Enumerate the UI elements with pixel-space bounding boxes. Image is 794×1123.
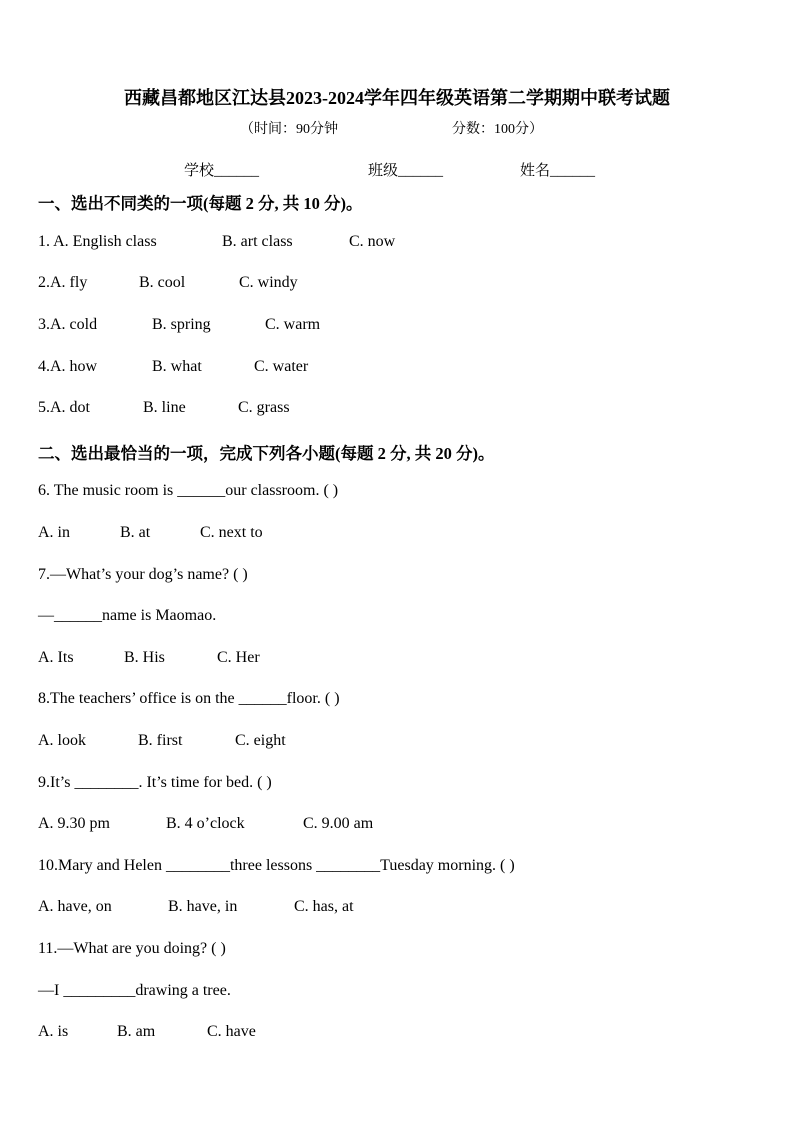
question-7-option-b: B. His — [124, 649, 165, 666]
exam-score: 分数：100分） — [452, 122, 543, 137]
question-7-option-c: C. Her — [217, 649, 260, 666]
exam-time: （时间：90分钟 — [240, 122, 338, 137]
question-5-option-c: C. grass — [238, 399, 290, 416]
question-3 — [38, 316, 320, 334]
question-4-option-c: C. water — [254, 358, 309, 375]
question-5 — [38, 399, 290, 417]
question-8-option-b: B. first — [138, 732, 183, 749]
question-10-option-b: B. have, in — [168, 898, 238, 915]
question-10-option-a: A. have, on — [38, 898, 112, 915]
question-1-option-b: B. art class — [222, 233, 293, 250]
question-8-option-a: A. look — [38, 732, 86, 749]
question-6-option-c: C. next to — [200, 524, 263, 541]
question-11-stem: 11.—What are you doing? ( ) — [38, 940, 226, 957]
class-field: 班级______ — [368, 163, 444, 179]
question-4-option-a: 4.A. how — [38, 358, 98, 375]
question-2-option-a: 2.A. fly — [38, 274, 88, 291]
question-2 — [38, 274, 298, 292]
question-5-option-a: 5.A. dot — [38, 399, 90, 416]
question-7-stem: 7.—What’s your dog’s name? ( ) — [38, 566, 248, 583]
page-title: 西藏昌都地区江达县2023-2024学年四年级英语第二学期期中联考试题 — [124, 88, 670, 108]
school-field: 学校______ — [184, 163, 260, 179]
question-7-options — [38, 649, 260, 667]
question-9-option-a: A. 9.30 pm — [38, 815, 110, 832]
question-6-stem: 6. The music room is ______our classroom. ( ) — [38, 482, 339, 499]
question-3-option-c: C. warm — [265, 316, 321, 333]
question-2-option-b: B. cool — [139, 274, 186, 291]
question-11-option-b: B. am — [117, 1023, 156, 1040]
question-1-option-c: C. now — [349, 233, 396, 250]
question-9-option-b: B. 4 o’clock — [166, 815, 245, 832]
question-11-option-c: C. have — [207, 1023, 256, 1040]
question-11-option-a: A. is — [38, 1023, 69, 1040]
question-8-options — [38, 732, 286, 750]
question-8-option-c: C. eight — [235, 732, 286, 749]
question-3-option-b: B. spring — [152, 316, 211, 333]
question-4 — [38, 358, 308, 376]
name-field: 姓名______ — [520, 163, 596, 179]
question-2-option-c: C. windy — [239, 274, 298, 291]
question-8-stem: 8.The teachers’ office is on the ______floor. ( ) — [38, 690, 340, 707]
question-10-stem: 10.Mary and Helen ________three lessons ________Tuesday morning. ( ) — [38, 857, 515, 874]
question-7-option-a: A. Its — [38, 649, 74, 666]
question-9-option-c: C. 9.00 am — [303, 815, 374, 832]
question-11-answer: —I _________drawing a tree. — [38, 982, 231, 999]
question-1-option-a: 1. A. English class — [38, 233, 157, 250]
question-10-options — [38, 898, 354, 916]
question-9-options — [38, 815, 373, 833]
question-11-options — [38, 1023, 256, 1041]
question-6-option-a: A. in — [38, 524, 70, 541]
question-3-option-a: 3.A. cold — [38, 316, 98, 333]
question-10-option-c: C. has, at — [294, 898, 354, 915]
question-1 — [38, 233, 395, 251]
question-4-option-b: B. what — [152, 358, 202, 375]
question-6-options — [38, 524, 263, 542]
question-7-answer: —______name is Maomao. — [38, 607, 217, 624]
question-5-option-b: B. line — [143, 399, 186, 416]
question-6-option-b: B. at — [120, 524, 151, 541]
section-1-heading: 一、选出不同类的一项(每题 2 分, 共 10 分)。 — [38, 194, 363, 213]
question-9-stem: 9.It’s ________. It’s time for bed. ( ) — [38, 774, 272, 791]
section-2-heading: 二、选出最恰当的一项，完成下列各小题(每题 2 分, 共 20 分)。 — [38, 444, 495, 463]
